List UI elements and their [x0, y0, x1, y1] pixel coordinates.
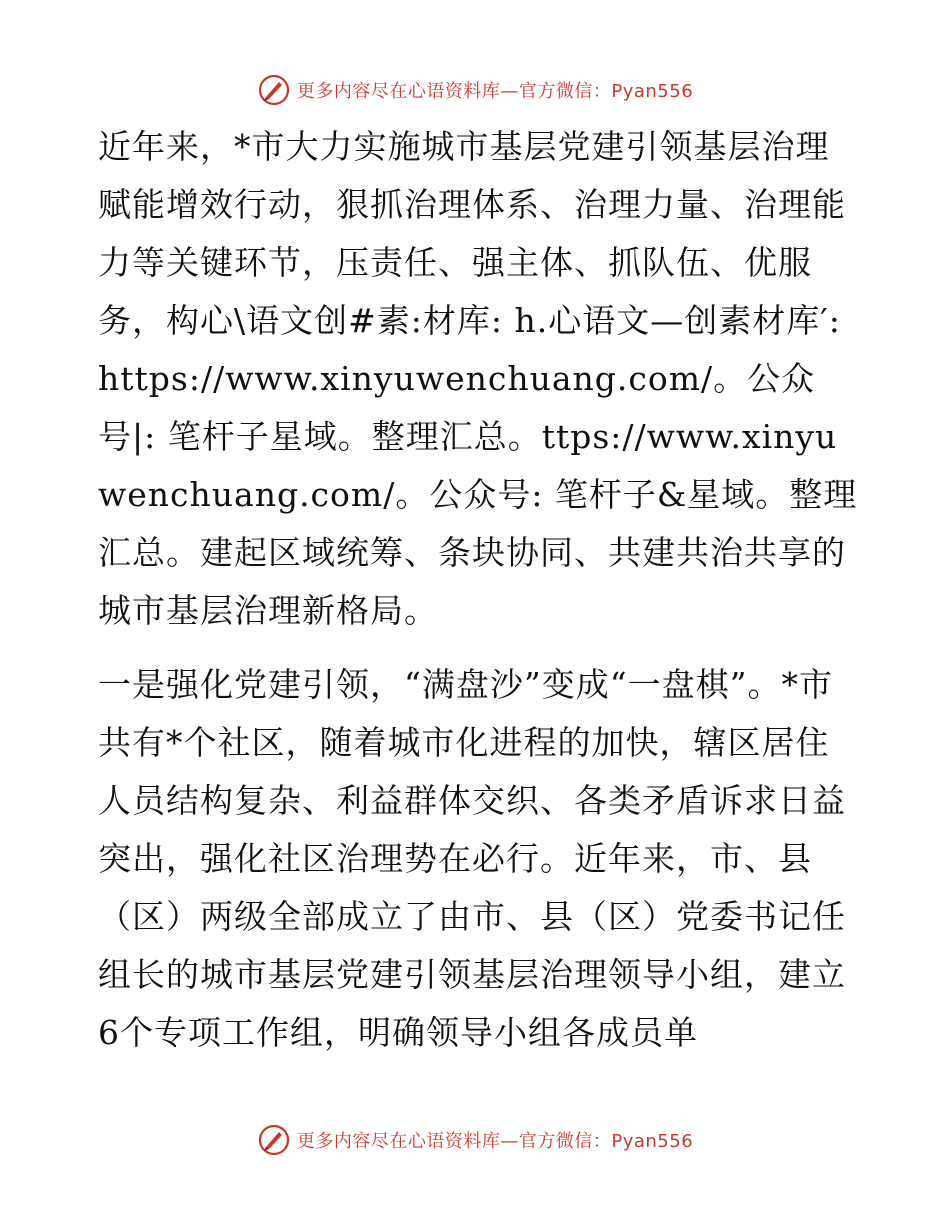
paragraph-1: 近年来，*市大力实施城市基层党建引领基层治理赋能增效行动，狠抓治理体系、治理力量、治理能力等关键环节，压责任、强主体、抓队伍、优服务，构心\语文创#素:材库: h.心语文—创素材库′: https://www.xinyuwenchuang.com/。公众号|: 笔杆子星域。整理汇总。ttps://www.xinyuwenchuang.com/。公众号: 笔杆子&星域。整理汇总。建起区域统筹、条块协同、共建共治共享的城市基层治理新格局。: [98, 127, 858, 630]
footer-banner-text: 更多内容尽在心语资料库—官方微信：Pyan556: [296, 1131, 694, 1152]
pen-logo-icon: [257, 73, 291, 107]
footer-watermark-banner: [0, 1120, 950, 1160]
pen-logo-icon: [257, 1123, 291, 1157]
document-body: [98, 118, 858, 1062]
header-banner-text: 更多内容尽在心语资料库—官方微信：Pyan556: [296, 81, 694, 102]
header-watermark-banner: [0, 70, 950, 110]
paragraph-2: 一是强化党建引领，“满盘沙”变成“一盘棋”。*市共有*个社区，随着城市化进程的加快，辖区居住人员结构复杂、利益群体交织、各类矛盾诉求日益突出，强化社区治理势在必行。近年来，市、县（区）两级全部成立了由市、县（区）党委书记任组长的城市基层党建引领基层治理领导小组，建立6个专项工作组，明确领导小组各成员单: [98, 665, 846, 1052]
